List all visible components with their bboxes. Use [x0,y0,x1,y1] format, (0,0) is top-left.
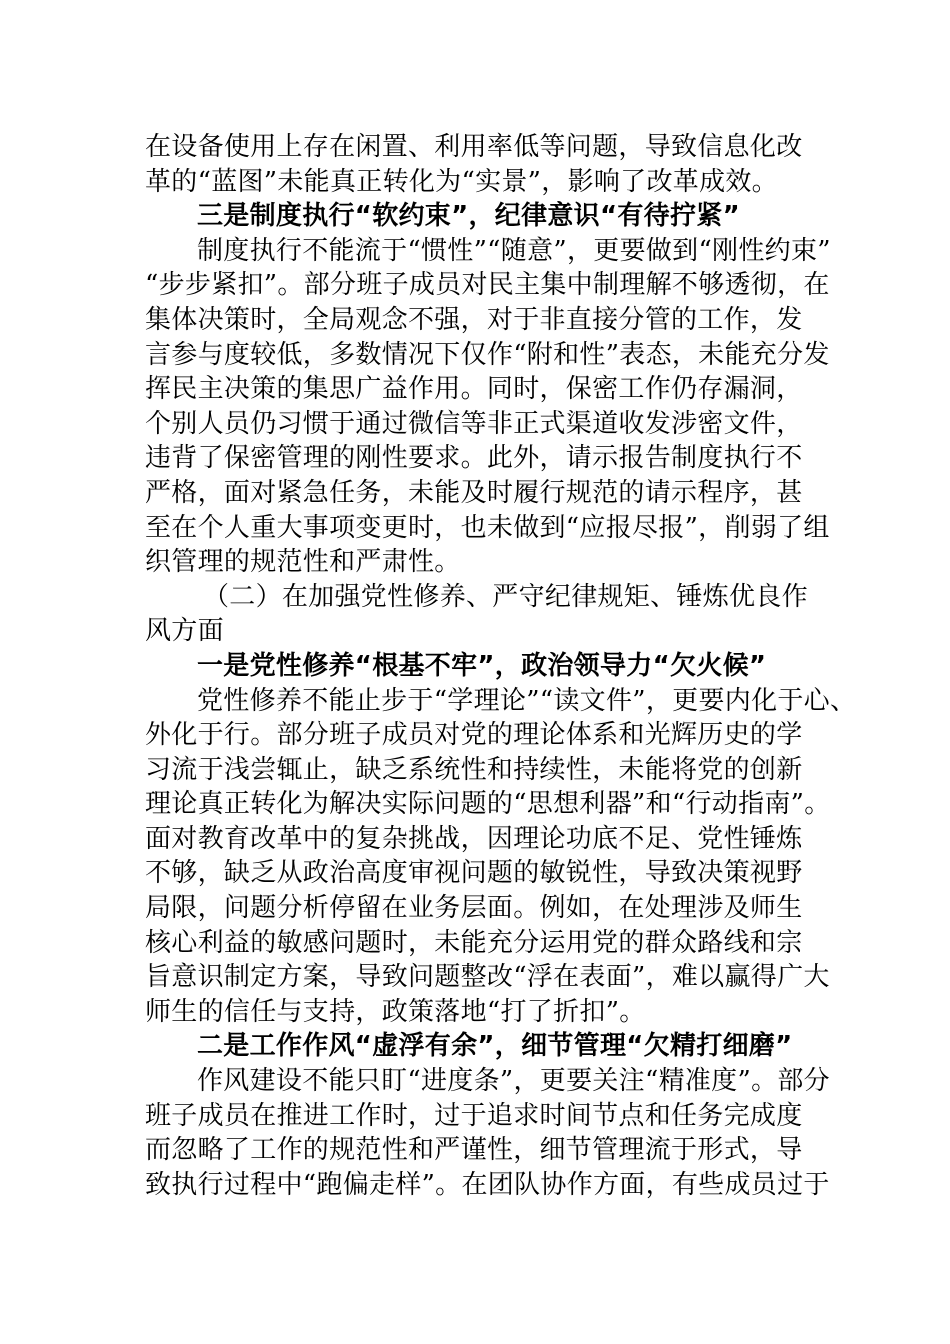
section-heading: 二是工作作风“虚浮有余”，细节管理“欠精打细磨” [197,1031,793,1062]
body-line: 挥民主决策的集思广益作用。同时，保密工作仍存漏洞， [145,374,803,405]
body-line: 言参与度较低，多数情况下仅作“附和性”表态，未能充分发 [145,339,830,370]
section-heading: 一是党性修养“根基不牢”，政治领导力“欠火候” [197,650,767,681]
body-line: 致执行过程中“跑偏走样”。在团队协作方面，有些成员过于 [145,1169,830,1200]
body-line: 而忽略了工作的规范性和严谨性，细节管理流于形式，导 [145,1135,803,1166]
body-line: 党性修养不能止步于“学理论”“读文件”，更要内化于心、 [197,685,857,716]
body-line: 理论真正转化为解决实际问题的“思想利器”和“行动指南”。 [145,789,831,820]
body-line: 严格，面对紧急任务，未能及时履行规范的请示程序，甚 [145,477,803,508]
body-line: 不够，缺乏从政治高度审视问题的敏锐性，导致决策视野 [145,858,803,889]
body-line: 革的“蓝图”未能真正转化为“实景”，影响了改革成效。 [145,166,778,197]
body-line: 面对教育改革中的复杂挑战，因理论功底不足、党性锤炼 [145,823,803,854]
body-line: 织管理的规范性和严肃性。 [145,547,461,578]
body-line: 在设备使用上存在闲置、利用率低等问题，导致信息化改 [145,132,803,162]
body-line: 局限，问题分析停留在业务层面。例如，在处理涉及师生 [145,893,803,924]
body-line: 集体决策时，全局观念不强，对于非直接分管的工作，发 [145,304,803,335]
section-heading: 三是制度执行“软约束”，纪律意识“有待拧紧” [197,201,740,232]
body-line: 至在个人重大事项变更时，也未做到“应报尽报”，削弱了组 [145,512,830,543]
document-body [145,130,857,1202]
body-line: 核心利益的敏感问题时，未能充分运用党的群众路线和宗 [145,927,803,958]
body-line: 外化于行。部分班子成员对党的理论体系和光辉历史的学 [145,720,803,751]
body-line: 班子成员在推进工作时，过于追求时间节点和任务完成度 [145,1100,803,1131]
body-line: 违背了保密管理的刚性要求。此外，请示报告制度执行不 [145,443,803,474]
body-line: 制度执行不能流于“惯性”“随意”，更要做到“刚性约束” [197,235,831,266]
body-line: 作风建设不能只盯“进度条”，更要关注“精准度”。部分 [197,1066,830,1097]
subsection-heading-continued: 风方面 [145,616,224,647]
body-line: 个别人员仍习惯于通过微信等非正式渠道收发涉密文件， [145,408,803,439]
body-line: 习流于浅尝辄止，缺乏系统性和持续性，未能将党的创新 [145,754,803,785]
subsection-heading: （二）在加强党性修养、严守纪律规矩、锤炼优良作 [203,581,808,612]
body-line: 师生的信任与支持，政策落地“打了折扣”。 [145,996,646,1027]
body-line: 旨意识制定方案，导致问题整改“浮在表面”，难以赢得广大 [145,962,830,993]
body-line: “步步紧扣”。部分班子成员对民主集中制理解不够透彻，在 [145,270,830,301]
